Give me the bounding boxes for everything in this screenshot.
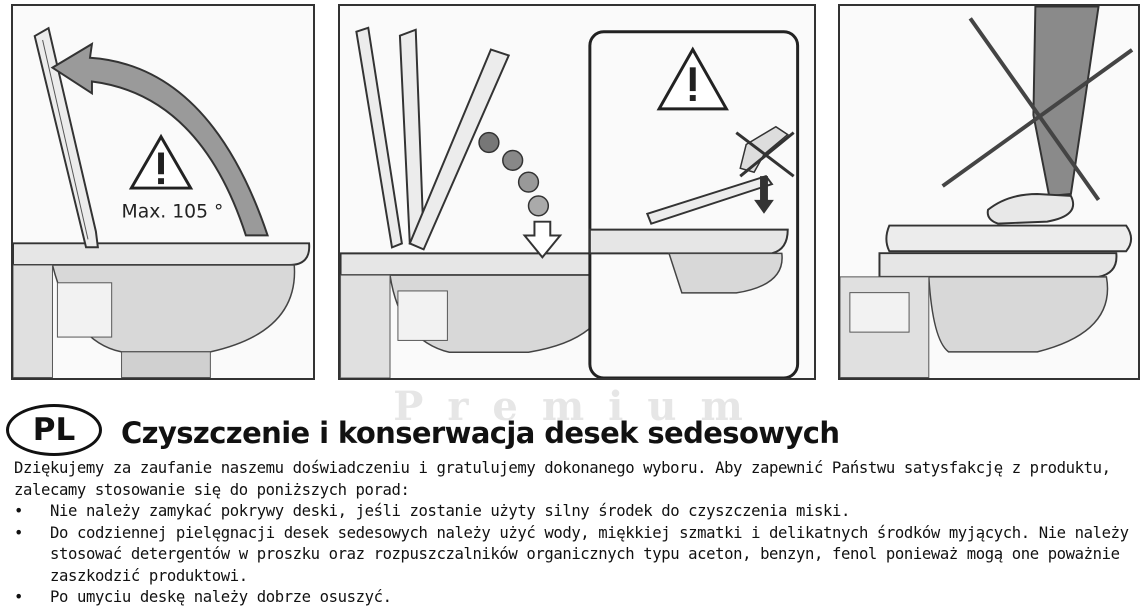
list-item [14,587,1138,609]
toilet-no-standing-drawing [840,6,1138,378]
instructions-text [14,458,1138,609]
bullet-marker: • [14,502,23,520]
max-angle-label: Max. 105 ° [121,201,224,223]
leg-icon [1033,6,1098,195]
bullet-text: Nie należy zamykać pokrywy deski, jeśli zostanie użyty silny środek do czyszczenia miski. [50,502,850,520]
bullet-text: Do codziennej pielęgnacji desek sedesowych należy użyć wody, miękkiej szmatki i delikatnych środków myjących. Nie należy stosować detergentów w proszku oraz rozpuszczalników organicznych typu aceton, benzyn, fenol ponieważ mogą one poważnie zaszkodzić produktowi. [50,523,1129,585]
intro-paragraph: Dziękujemy za zaufanie naszemu doświadczeniu i gratulujemy dokonanego wyboru. Aby zapewnić Państwu satysfakcję z produktu, zalecamy stosowanie się do poniższych porad: [14,459,1111,499]
down-arrow-icon [525,222,561,258]
page-title: Czyszczenie i konserwacja desek sedesowych [121,416,840,450]
toilet-soft-close-drawing [340,6,814,378]
language-badge: PL [6,404,102,456]
illustration-max-angle [11,4,315,380]
warning-icon [131,137,190,188]
shoe-icon [988,194,1073,224]
list-item [14,523,1138,588]
bullet-text: Po umyciu deskę należy dobrze osuszyć. [50,588,392,606]
list-item [14,501,1138,523]
illustration-do-not-stand [838,4,1140,380]
illustration-soft-close [338,4,816,380]
bullet-marker: • [14,588,23,606]
bullet-marker: • [14,523,23,542]
watermark: Premium [393,383,767,430]
toilet-open-lid-drawing [13,6,313,378]
